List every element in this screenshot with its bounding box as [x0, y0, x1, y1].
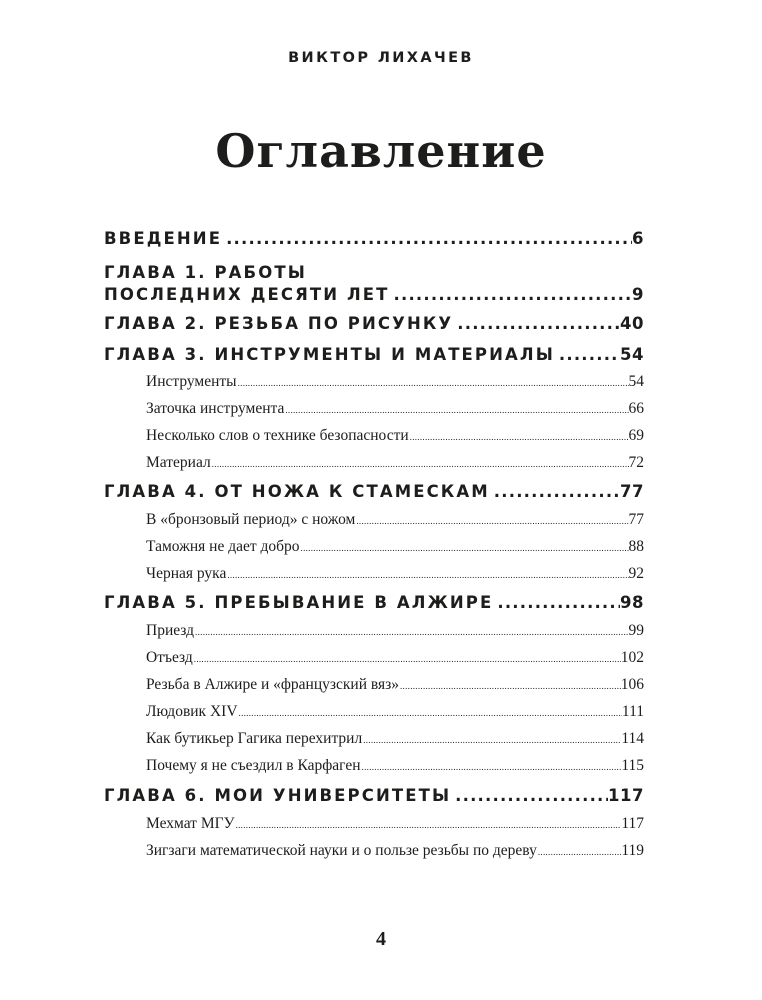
page-title: Оглавление [215, 124, 547, 178]
dot-leader [238, 708, 622, 718]
toc-subentry-page: 72 [628, 454, 644, 471]
toc-entry-ch6[interactable] [104, 786, 644, 805]
toc-subentry-title: Мехмат МГУ [146, 815, 235, 832]
dot-leader [555, 345, 620, 364]
dot-leader [284, 405, 628, 415]
toc-entry-title: ГЛАВА 4. ОТ НОЖА К СТАМЕСКАМ [104, 482, 490, 501]
toc-subentry[interactable] [146, 676, 644, 694]
toc-subentry-title: Зигзаги математической науки и о пользе резьбы по дереву [146, 842, 537, 859]
toc-entry-ch5[interactable] [104, 593, 644, 612]
toc-entry-page: 9 [632, 285, 644, 304]
toc-entry-title: ГЛАВА 3. ИНСТРУМЕНТЫ И МАТЕРИАЛЫ [104, 345, 555, 364]
toc-entry-page: 40 [620, 314, 644, 333]
toc-subentry-page: 111 [621, 703, 644, 720]
dot-leader [194, 627, 628, 637]
toc-subentry-title: Таможня не дает добро [146, 538, 300, 555]
toc-subentry[interactable] [146, 454, 644, 472]
toc-subentry-page: 92 [628, 565, 644, 582]
toc-subentry-title: Несколько слов о технике безопасности [146, 427, 409, 444]
toc-subentry-title: Приезд [146, 622, 195, 639]
toc-subentry-title: Почему я не съездил в Карфаген [146, 757, 361, 774]
toc-subentry-page: 114 [621, 730, 644, 747]
toc-entry-title: ГЛАВА 5. ПРЕБЫВАНИЕ В АЛЖИРЕ [104, 593, 494, 612]
toc-subentry-title: Как бутикьер Гагика перехитрил [146, 730, 363, 747]
toc-subentry[interactable] [146, 400, 644, 418]
toc-subentry[interactable] [146, 842, 644, 860]
toc-subentry-page: 119 [621, 842, 644, 859]
toc-subentry-page: 69 [628, 427, 644, 444]
toc-subentry-page: 102 [620, 649, 644, 666]
toc-subentry-title: Заточка инструмента [146, 400, 285, 417]
toc-subentry[interactable] [146, 538, 644, 556]
toc-subentry-page: 88 [628, 538, 644, 555]
toc-subentry-title: Инструменты [146, 373, 237, 390]
toc-subentry[interactable] [146, 373, 644, 391]
toc-subentry[interactable] [146, 622, 644, 640]
toc-entry-page: 117 [608, 786, 644, 805]
toc-subentry[interactable] [146, 815, 644, 833]
toc-entry-ch3[interactable] [104, 345, 644, 364]
toc-subentry[interactable] [146, 730, 644, 748]
toc-subentry-title: Черная рука [146, 565, 227, 582]
running-header-author: ВИКТОР ЛИХАЧЕВ [288, 50, 474, 66]
dot-leader [362, 735, 621, 745]
toc-entry-title: ВВЕДЕНИЕ [104, 229, 223, 248]
toc-subentry-title: В «бронзовый период» с ножом [146, 511, 356, 528]
dot-leader [222, 229, 632, 248]
dot-leader [211, 459, 629, 469]
toc-subentry-page: 66 [628, 400, 644, 417]
toc-entry-title: ГЛАВА 6. МОИ УНИВЕРСИТЕТЫ [104, 786, 452, 805]
dot-leader [193, 654, 621, 664]
toc-subentry-title: Резьба в Алжире и «французский вяз» [146, 676, 399, 693]
dot-leader [490, 482, 620, 501]
toc-subentry-page: 115 [621, 757, 644, 774]
dot-leader [226, 570, 628, 580]
toc-entry-title: ГЛАВА 2. РЕЗЬБА ПО РИСУНКУ [104, 314, 454, 333]
toc-entry-ch4[interactable] [104, 482, 644, 501]
toc-entry-ch2[interactable] [104, 314, 644, 333]
dot-leader [451, 786, 608, 805]
toc-subentry-page: 54 [628, 373, 644, 390]
toc-subentry-page: 106 [620, 676, 644, 693]
dot-leader [399, 681, 621, 691]
toc-subentry-title: Материал [146, 454, 211, 471]
toc-subentry-title: Людовик XIV [146, 703, 238, 720]
dot-leader [453, 314, 620, 333]
dot-leader [300, 543, 629, 553]
page-number: 4 [376, 928, 386, 950]
toc-entry-page: 6 [632, 229, 644, 248]
dot-leader [390, 285, 632, 304]
toc-entry-page: 54 [620, 345, 644, 364]
toc-entry-title: ПОСЛЕДНИХ ДЕСЯТИ ЛЕТ [104, 285, 390, 304]
toc-subentry-page: 99 [628, 622, 644, 639]
toc-subentry[interactable] [146, 649, 644, 667]
toc-subentry-page: 117 [621, 815, 644, 832]
toc-subentry[interactable] [146, 703, 644, 721]
toc-entry-ch1-line1[interactable]: ГЛАВА 1. РАБОТЫ [104, 263, 307, 282]
toc-subentry-page: 77 [628, 511, 644, 528]
toc-entry-page: 98 [620, 593, 644, 612]
dot-leader [537, 847, 621, 857]
dot-leader [355, 516, 628, 526]
dot-leader [237, 378, 629, 388]
toc-subentry[interactable] [146, 565, 644, 583]
toc-subentry[interactable] [146, 427, 644, 445]
toc-subentry[interactable] [146, 757, 644, 775]
toc-entry-intro[interactable] [104, 229, 644, 248]
dot-leader [409, 432, 629, 442]
toc-entry-page: 77 [620, 482, 644, 501]
dot-leader [361, 762, 622, 772]
dot-leader [235, 820, 622, 830]
dot-leader [493, 593, 620, 612]
toc-subentry-title: Отъезд [146, 649, 193, 666]
toc-subentry[interactable] [146, 511, 644, 529]
toc-entry-ch1[interactable] [104, 285, 644, 304]
